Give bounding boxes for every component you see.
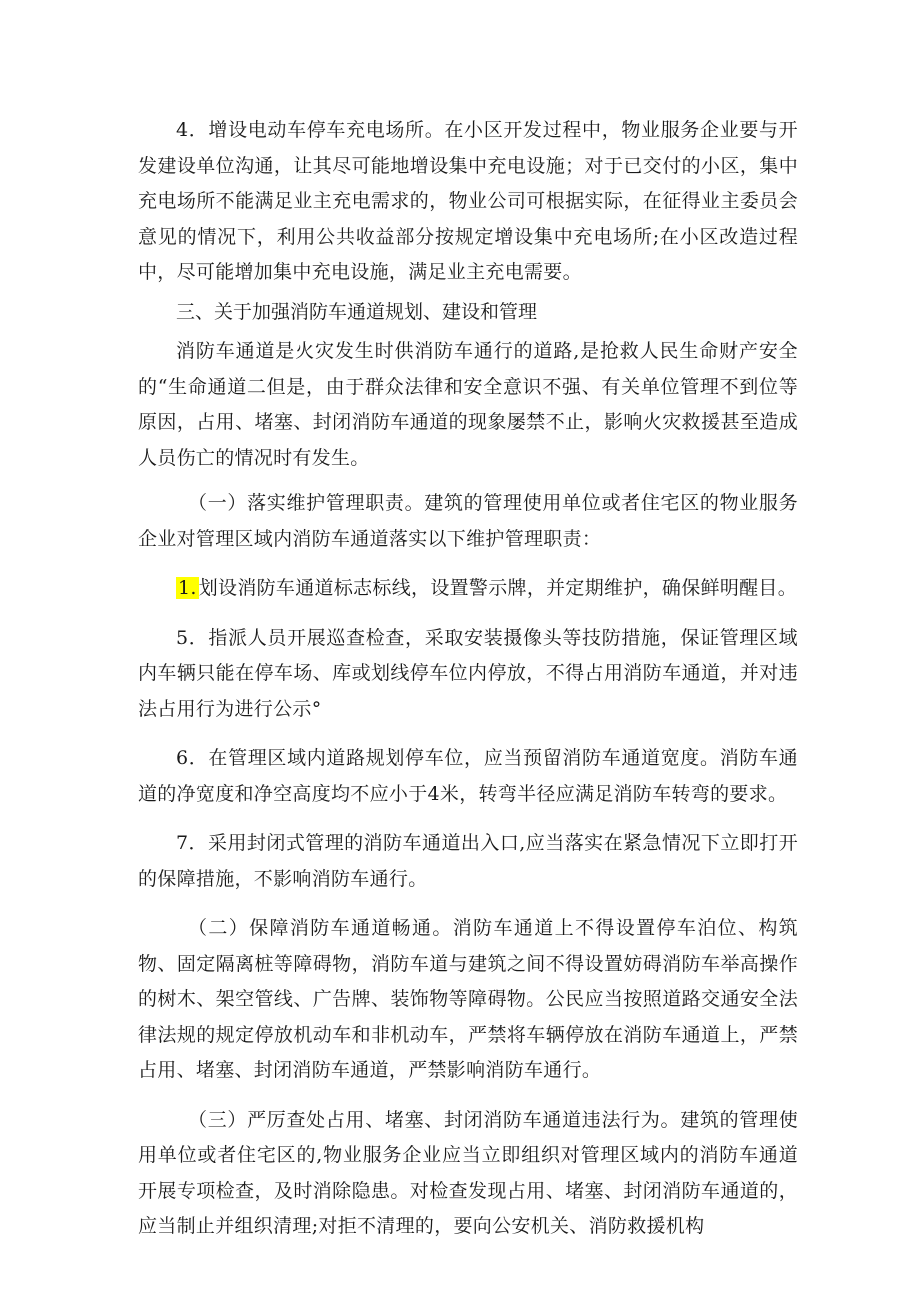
- paragraph-fire-lane-intro: 消防车通道是火灾发生时供消防车通行的道路,是抢救人民生命财产安全的“生命通道二但是，由于群众法律和安全意识不强、有关单位管理不到位等原因，占用、堵塞、封闭消防车通道的现象屡禁不止，影响火灾救援甚至造成人员伤亡的情况时有发生。: [138, 340, 798, 469]
- paragraph-subsection-3: （三）严厉查处占用、堵塞、封闭消防车通道违法行为。建筑的管理使用单位或者住宅区的,物业服务企业应当立即组织对管理区域内的消防车通道开展专项检查，及时消除隐患。对检查发现占用、堵塞、封闭消防车通道的，应当制止并组织清理;对拒不清理的，要向公安机关、消防救援机构: [138, 1108, 798, 1237]
- paragraph-item-5: 5．指派人员开展巡查检查，采取安装摄像头等技防措施，保证管理区域内车辆只能在停车场、库或划线停车位内停放，不得占用消防车通道，并对违法占用行为进行公示°: [138, 626, 798, 720]
- paragraph-subsection-1: （一）落实维护管理职责。建筑的管理使用单位或者住宅区的物业服务企业对管理区域内消防车通道落实以下维护管理职责：: [138, 492, 798, 550]
- highlighted-number: 1.: [178, 577, 197, 599]
- paragraph-item-1-text: 划设消防车通道标志标线，设置警示牌，并定期维护，确保鲜明醒目。: [198, 577, 798, 599]
- paragraph-item-4: 4．增设电动车停车充电场所。在小区开发过程中，物业服务企业要与开发建设单位沟通，让其尽可能地增设集中充电设施；对于已交付的小区，集中充电场所不能满足业主充电需求的，物业公司可根据实际，在征得业主委员会意见的情况下，利用公共收益部分按规定增设集中充电场所;在小区改造过程中，尽可能增加集中充电设施，满足业主充电需要。: [138, 119, 798, 283]
- section-heading-3: 三、关于加强消防车通道规划、建设和管理: [176, 300, 538, 323]
- paragraph-item-6: 6．在管理区域内道路规划停车位，应当预留消防车通道宽度。消防车通道的净宽度和净空高度均不应小于4米，转弯半径应满足消防车转弯的要求。: [138, 747, 798, 805]
- paragraph-subsection-2: （二）保障消防车通道畅通。消防车通道上不得设置停车泊位、构筑物、固定隔离桩等障碍物，消防车道与建筑之间不得设置妨碍消防车举高操作的树木、架空管线、广告牌、装饰物等障碍物。公民应当按照道路交通安全法律法规的规定停放机动车和非机动车，严禁将车辆停放在消防车通道上，严禁占用、堵塞、封闭消防车通道，严禁影响消防车通行。: [138, 917, 798, 1081]
- paragraph-item-7: 7．采用封闭式管理的消防车通道出入口,应当落实在紧急情况下立即打开的保障措施，不影响消防车通行。: [138, 832, 798, 890]
- document-body: [138, 113, 798, 1245]
- paragraph-item-1: [138, 571, 798, 607]
